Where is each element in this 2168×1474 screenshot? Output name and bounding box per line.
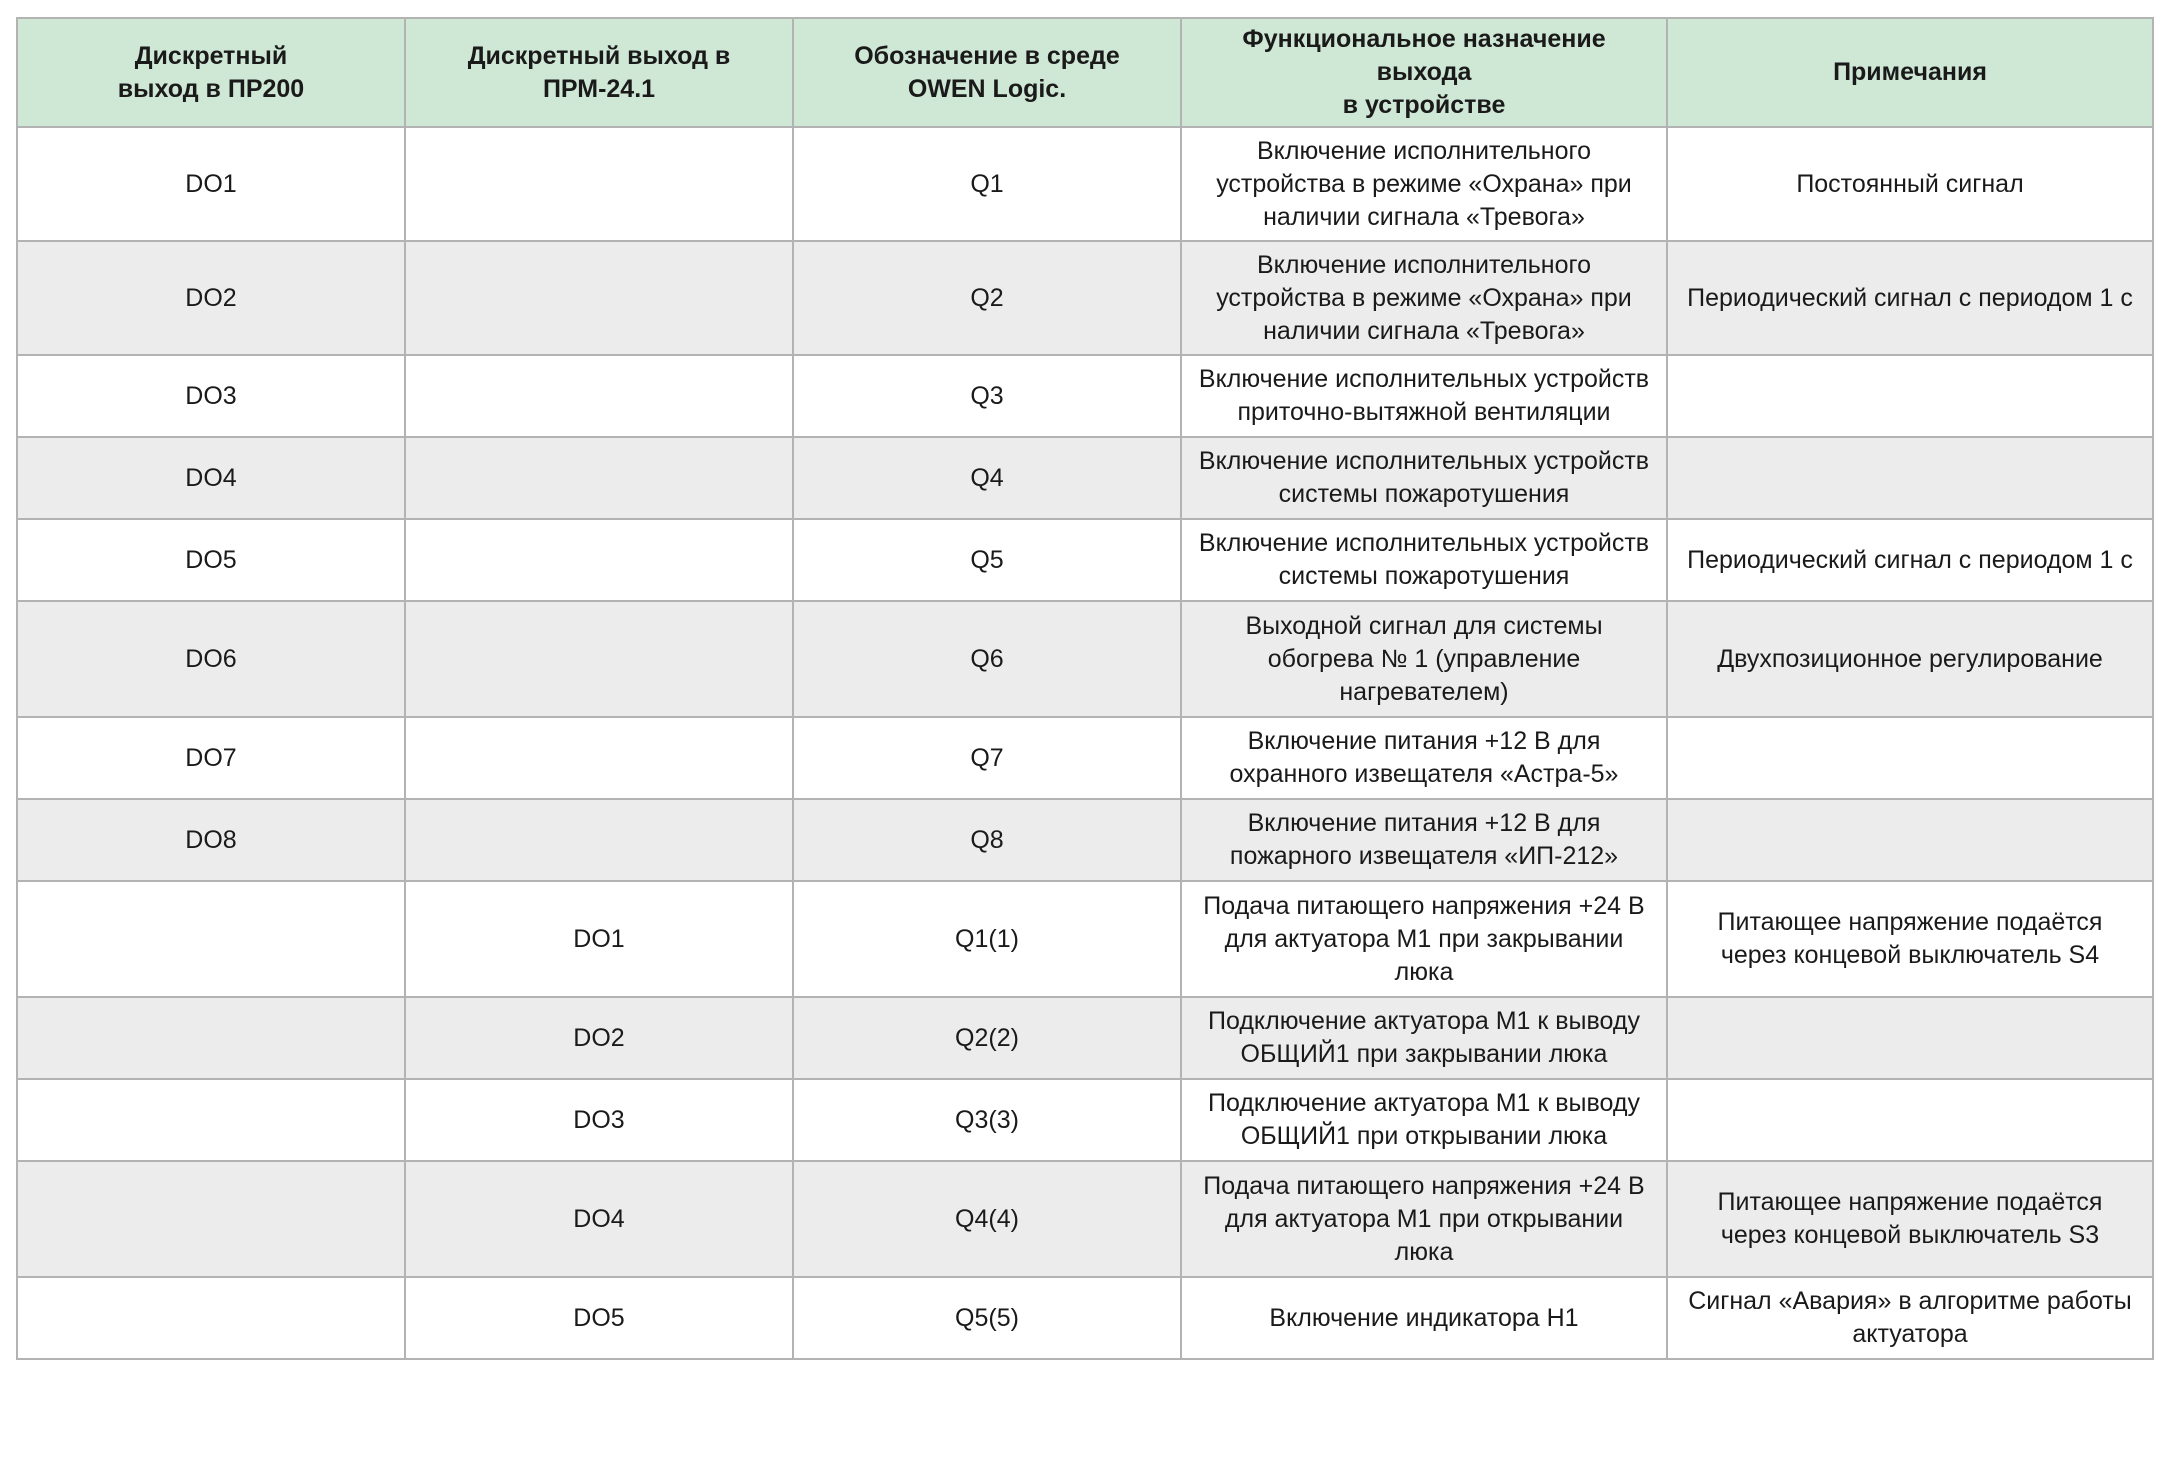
cell-note [1667, 355, 2153, 437]
cell-pr200 [17, 1277, 405, 1359]
header-notes: Примечания [1667, 18, 2153, 127]
cell-prm [405, 355, 793, 437]
cell-pr200: DO2 [17, 241, 405, 355]
cell-function: Подача питающего напряжения +24 В для актуатора М1 при закрывании люка [1181, 881, 1667, 997]
cell-owen: Q3(3) [793, 1079, 1181, 1161]
header-function: Функциональное назначение выхода в устройстве [1181, 18, 1667, 127]
cell-function: Включение питания +12 В для охранного извещателя «Астра-5» [1181, 717, 1667, 799]
cell-note [1667, 1079, 2153, 1161]
cell-pr200 [17, 881, 405, 997]
cell-prm: DO2 [405, 997, 793, 1079]
cell-owen: Q5(5) [793, 1277, 1181, 1359]
cell-prm: DO5 [405, 1277, 793, 1359]
header-owen-logic-designation: Обозначение в среде OWEN Logic. [793, 18, 1181, 127]
cell-owen: Q3 [793, 355, 1181, 437]
cell-note: Сигнал «Авария» в алгоритме работы актуатора [1667, 1277, 2153, 1359]
cell-pr200: DO3 [17, 355, 405, 437]
cell-pr200: DO6 [17, 601, 405, 717]
cell-note: Периодический сигнал с периодом 1 с [1667, 519, 2153, 601]
cell-function: Подключение актуатора М1 к выводу ОБЩИЙ1 при закрывании люка [1181, 997, 1667, 1079]
cell-pr200 [17, 1079, 405, 1161]
cell-note: Питающее напряжение подаётся через концевой выключатель S4 [1667, 881, 2153, 997]
io-mapping-table [16, 17, 2154, 1360]
table-row [17, 241, 2153, 355]
cell-note [1667, 437, 2153, 519]
cell-function: Включение исполнительного устройства в режиме «Охрана» при наличии сигнала «Тревога» [1181, 241, 1667, 355]
cell-prm [405, 437, 793, 519]
cell-owen: Q1(1) [793, 881, 1181, 997]
cell-function: Включение исполнительных устройств системы пожаротушения [1181, 519, 1667, 601]
cell-prm: DO1 [405, 881, 793, 997]
table-row [17, 601, 2153, 717]
cell-owen: Q6 [793, 601, 1181, 717]
cell-prm: DO3 [405, 1079, 793, 1161]
cell-note [1667, 997, 2153, 1079]
cell-prm [405, 519, 793, 601]
cell-pr200: DO4 [17, 437, 405, 519]
cell-prm [405, 717, 793, 799]
cell-pr200: DO1 [17, 127, 405, 241]
table-row [17, 127, 2153, 241]
cell-pr200 [17, 1161, 405, 1277]
cell-function: Включение исполнительного устройства в режиме «Охрана» при наличии сигнала «Тревога» [1181, 127, 1667, 241]
cell-function: Включение питания +12 В для пожарного извещателя «ИП-212» [1181, 799, 1667, 881]
table-row [17, 355, 2153, 437]
cell-function: Подача питающего напряжения +24 В для актуатора М1 при открывании люка [1181, 1161, 1667, 1277]
cell-owen: Q5 [793, 519, 1181, 601]
table-row [17, 1277, 2153, 1359]
cell-owen: Q7 [793, 717, 1181, 799]
cell-function: Включение исполнительных устройств системы пожаротушения [1181, 437, 1667, 519]
cell-pr200: DO7 [17, 717, 405, 799]
cell-pr200 [17, 997, 405, 1079]
cell-function: Подключение актуатора М1 к выводу ОБЩИЙ1 при открывании люка [1181, 1079, 1667, 1161]
cell-owen: Q2 [793, 241, 1181, 355]
table-row [17, 1161, 2153, 1277]
table-row [17, 881, 2153, 997]
cell-prm [405, 799, 793, 881]
cell-pr200: DO8 [17, 799, 405, 881]
cell-function: Включение исполнительных устройств приточно-вытяжной вентиляции [1181, 355, 1667, 437]
cell-prm [405, 241, 793, 355]
table-row [17, 997, 2153, 1079]
cell-note: Периодический сигнал с периодом 1 с [1667, 241, 2153, 355]
table-row [17, 799, 2153, 881]
cell-function: Включение индикатора Н1 [1181, 1277, 1667, 1359]
cell-owen: Q4 [793, 437, 1181, 519]
table-row [17, 437, 2153, 519]
header-pr200-output: Дискретный выход в ПР200 [17, 18, 405, 127]
table-row [17, 519, 2153, 601]
cell-note [1667, 717, 2153, 799]
cell-prm: DO4 [405, 1161, 793, 1277]
cell-prm [405, 127, 793, 241]
cell-pr200: DO5 [17, 519, 405, 601]
cell-owen: Q2(2) [793, 997, 1181, 1079]
table-header-row [17, 18, 2153, 127]
cell-note: Постоянный сигнал [1667, 127, 2153, 241]
table-row [17, 717, 2153, 799]
header-prm-output: Дискретный выход в ПРМ-24.1 [405, 18, 793, 127]
cell-function: Выходной сигнал для системы обогрева № 1 (управление нагревателем) [1181, 601, 1667, 717]
cell-owen: Q4(4) [793, 1161, 1181, 1277]
cell-note [1667, 799, 2153, 881]
cell-note: Двухпозиционное регулирование [1667, 601, 2153, 717]
cell-prm [405, 601, 793, 717]
cell-note: Питающее напряжение подаётся через концевой выключатель S3 [1667, 1161, 2153, 1277]
table-row [17, 1079, 2153, 1161]
cell-owen: Q8 [793, 799, 1181, 881]
cell-owen: Q1 [793, 127, 1181, 241]
